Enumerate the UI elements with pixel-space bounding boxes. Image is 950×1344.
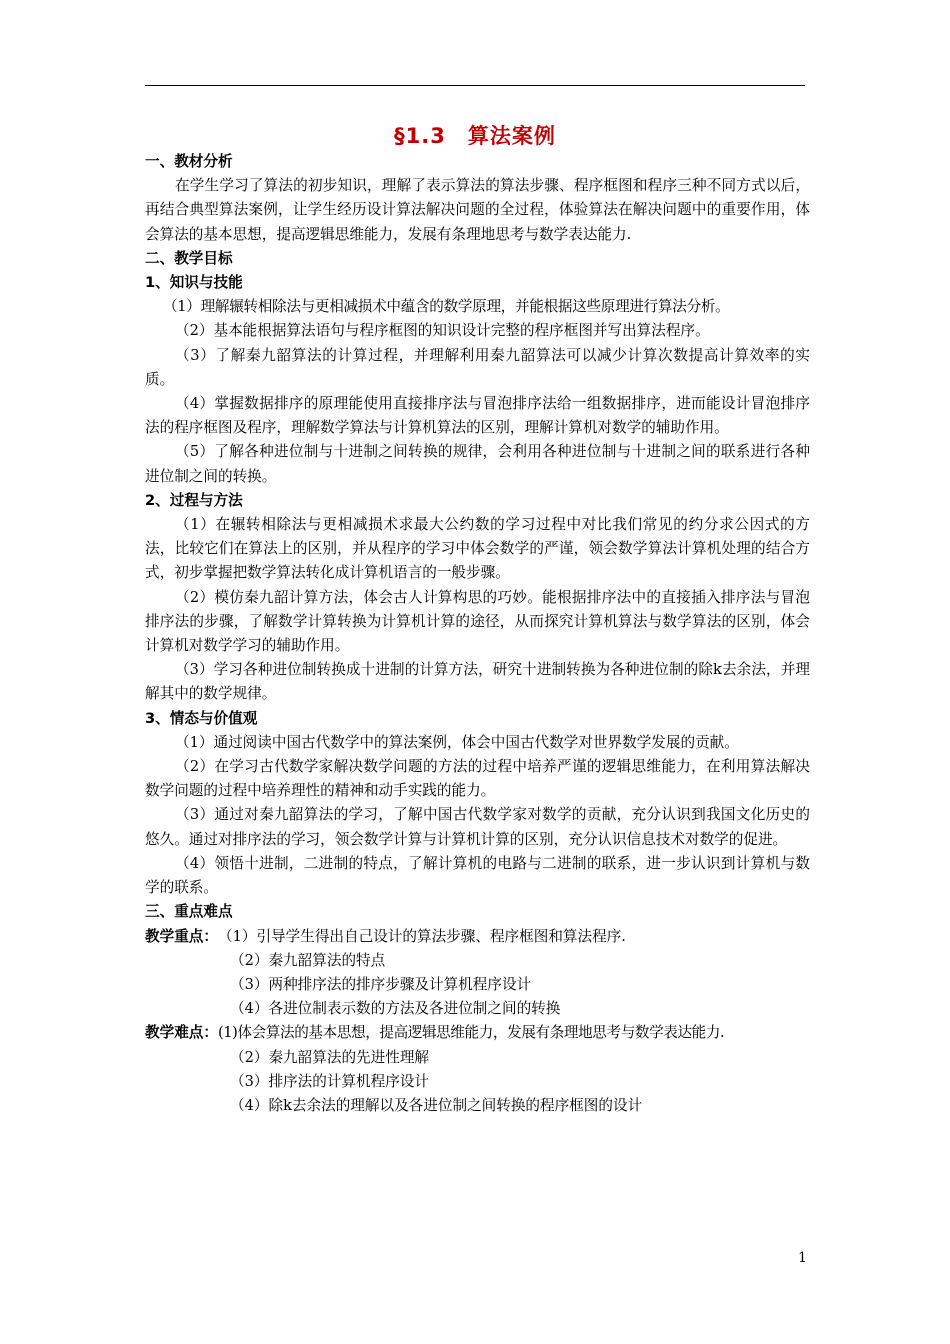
list-item: （4）领悟十进制，二进制的特点，了解计算机的电路与二进制的联系，进一步认识到计算机与数学的联系。	[145, 854, 810, 897]
page-title: §1.3 算法案例	[394, 124, 556, 148]
list-item: （1）引导学生得出自己设计的算法步骤、程序框图和算法程序.	[217, 927, 626, 945]
section-heading: 一、教材分析	[145, 153, 233, 170]
key-points-row	[145, 925, 810, 949]
page-number: 1	[798, 1250, 807, 1266]
list-item: （2）秦九韶算法的先进性理解	[230, 1048, 430, 1066]
list-item: （4）掌握数据排序的原理能使用直接排序法与冒泡排序法给一组数据排序，进而能设计冒泡排序法的程序框图及程序，理解数学算法与计算机算法的区别，理解计算机对数学的辅助作用。	[145, 395, 810, 437]
list-item: （3）两种排序法的排序步骤及计算机程序设计	[230, 975, 532, 993]
list-item: （3）排序法的计算机程序设计	[230, 1072, 430, 1090]
list-item: （3）学习各种进位制转换成十进制的计算方法，研究十进制转换为各种进位制的除k去余法，并理解其中的数学规律。	[145, 661, 810, 703]
list-item: （1）理解辗转相除法与更相减损术中蕴含的数学原理，并能根据这些原理进行算法分析。	[163, 298, 730, 316]
list-item: （2）秦九韶算法的特点	[230, 951, 386, 969]
list-item: （3）了解秦九韶算法的计算过程，并理解利用秦九韶算法可以减少计算次数提高计算效率的实质。	[145, 346, 810, 388]
list-item: （4）除k去余法的理解以及各进位制之间转换的程序框图的设计	[230, 1096, 643, 1114]
key-points-label: 教学重点：	[145, 927, 218, 945]
section-heading: 三、重点难点	[145, 903, 233, 921]
list-item: （2）模仿秦九韶计算方法，体会古人计算构思的巧妙。能根据排序法中的直接插入排序法与冒泡排序法的步骤，了解数学计算转换为计算机计算的途径，从而探究计算机算法与数学算法的区别，体会计算机对数学学习的辅助作用。	[145, 588, 810, 655]
list-item: （2）基本能根据算法语句与程序框图的知识设计完整的程序框图并写出算法程序。	[175, 322, 710, 340]
list-item: (1)体会算法的基本思想，提高逻辑思维能力，发展有条理地思考与数学表达能力.	[217, 1024, 725, 1042]
document-body	[145, 150, 810, 1118]
list-item: （3）通过对秦九韶算法的学习，了解中国古代数学家对数学的贡献，充分认识到我国文化历史的悠久。通过对排序法的学习，领会数学计算与计算机计算的区别，充分认识信息技术对数学的促进。	[145, 806, 810, 848]
header-rule	[145, 85, 805, 86]
list-item: （4）各进位制表示数的方法及各进位制之间的转换	[230, 1000, 561, 1018]
difficulties-label: 教学难点：	[145, 1024, 218, 1042]
subsection-heading: 3、情态与价值观	[145, 709, 258, 727]
difficulties-row	[145, 1021, 810, 1045]
list-item: （5）了解各种进位制与十进制之间转换的规律，会利用各种进位制与十进制之间的联系进行各种进位制之间的转换。	[145, 443, 810, 485]
paragraph: 在学生学习了算法的初步知识，理解了表示算法的算法步骤、程序框图和程序三种不同方式以后，再结合典型算法案例，让学生经历设计算法解决问题的全过程，体验算法在解决问题中的重要作用，体会算法的基本思想，提高逻辑思维能力，发展有条理地思考与数学表达能力.	[145, 177, 810, 243]
list-item: （2）在学习古代数学家解决数学问题的方法的过程中培养严谨的逻辑思维能力，在利用算法解决数学问题的过程中培养理性的精神和动手实践的能力。	[145, 758, 810, 800]
subsection-heading: 2、过程与方法	[145, 491, 243, 509]
list-item: （1）通过阅读中国古代数学中的算法案例，体会中国古代数学对世界数学发展的贡献。	[175, 733, 739, 751]
list-item: （1）在辗转相除法与更相减损术求最大公约数的学习过程中对比我们常见的约分求公因式的方法，比较它们在算法上的区别，并从程序的学习中体会数学的严谨，领会数学算法计算机处理的结合方式，初步掌握把数学算法转化成计算机语言的一般步骤。	[145, 516, 810, 582]
subsection-heading: 1、知识与技能	[145, 274, 243, 292]
section-heading: 二、教学目标	[145, 249, 233, 267]
